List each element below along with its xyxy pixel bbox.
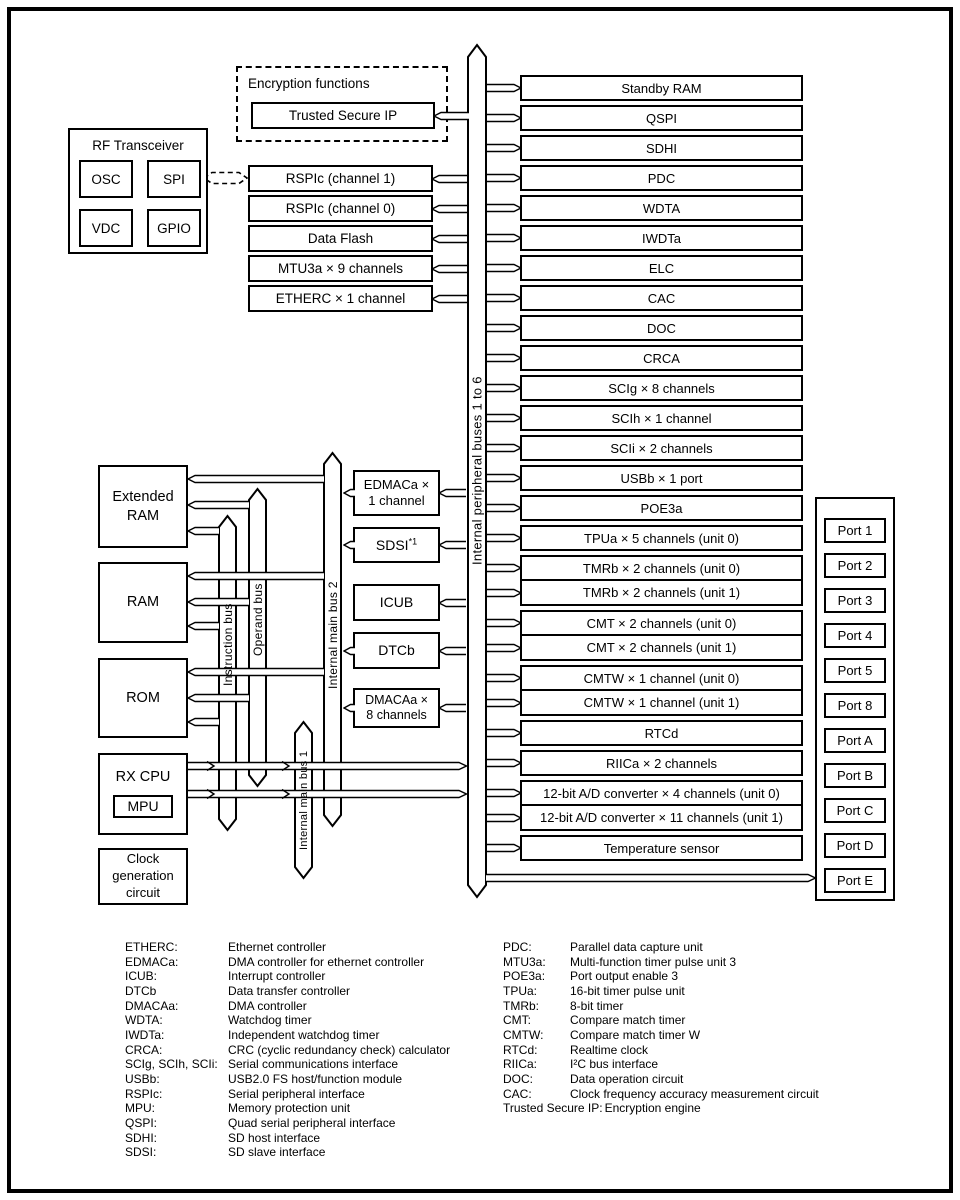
arrow-bus-to-module [487,502,522,514]
module-box [520,750,803,776]
legend-desc: Encryption engine [604,1101,701,1116]
module-box [520,225,803,251]
module-row [522,167,801,189]
clock-generation-label: Clock generation circuit [112,851,174,900]
module-row [522,722,801,744]
arrow-bus-to-module [487,472,522,484]
module-label: RSPIc (channel 1) [285,171,396,186]
encryption-functions-box [236,66,448,142]
module-label: ETHERC × 1 channel [275,291,406,306]
legend-desc: Quad serial peripheral interface [228,1115,396,1130]
legend-desc: I²C bus interface [570,1057,659,1072]
module-group [520,780,803,831]
internal-main-bus1-label: Internal main bus 1 [297,750,310,850]
legend-right-column [503,940,819,1116]
legend-abbr: CMT: [503,1013,531,1028]
module-row [522,612,801,634]
legend-abbr: DOC: [503,1071,533,1086]
ram-label: RAM [126,594,160,611]
rf-cell: GPIO [147,209,201,247]
module-label: RIICa × 2 channels [606,755,717,771]
peripheral-column [520,75,803,861]
legend-row [503,955,819,970]
legend-desc: DMA controller [228,998,307,1013]
edmaca-label: EDMACa × 1 channel [363,477,430,508]
module-box [520,525,803,551]
legend-desc: Port output enable 3 [570,969,679,984]
module-box [248,195,433,222]
legend-row [125,1028,450,1043]
legend-abbr: CRCA: [125,1042,163,1057]
module-row [522,667,801,689]
arrow-bus-to-module [487,352,522,364]
module-box [520,135,803,161]
port-box: Port 3 [824,588,886,613]
module-row [522,107,801,129]
trusted-secure-ip-label: Trusted Secure IP [288,108,398,123]
module-box [248,285,433,312]
legend-row [503,1087,819,1102]
module-box [520,375,803,401]
legend-abbr: PDC: [503,940,532,954]
legend-row [125,969,450,984]
arrow-bus-to-module [487,202,522,214]
arrow-bus-to-module [487,727,522,739]
module-row [522,634,801,659]
legend-row [503,1072,819,1087]
legend-abbr: QSPI: [125,1115,158,1130]
module-label: RTCd [644,725,679,741]
clock-generation-box [98,848,188,905]
rf-transceiver-title: RF Transceiver [92,138,184,153]
arrow-dtcb-to-mainbus2 [343,645,355,657]
dmacaa-box [353,688,440,728]
module-label: SDHI [645,140,678,156]
arrow-bus-to-module [487,262,522,274]
encryption-functions-title: Encryption functions [248,76,370,91]
module-label: Data Flash [307,231,374,246]
legend-desc: Clock frequency accuracy measurement circuit [570,1086,819,1101]
left-module-column [248,165,433,312]
arrow-bus-to-module [487,617,522,629]
module-row [522,579,801,604]
module-label: WDTA [642,200,681,216]
rx-cpu-label: RX CPU [115,769,171,785]
arrow-bus-to-module [487,642,522,654]
arrow-bus-to-sdsi [438,539,466,551]
module-label: CMTW × 1 channel (unit 1) [583,695,740,710]
module-group [520,665,803,716]
legend-row [125,984,450,999]
arrow-bus-to-module [487,787,522,799]
legend-row [503,1057,819,1072]
module-label: SCIi × 2 channels [610,440,713,456]
arrow-bus-to-module [487,842,522,854]
rom-box [98,658,188,738]
rf-cell: SPI [147,160,201,198]
legend-abbr: WDTA: [125,1013,163,1028]
legend-row [125,1013,450,1028]
ports-box [815,497,895,901]
sdsi-label: SDSI$^{*1}$ [375,535,418,553]
legend-row [125,1101,450,1116]
sdsi-box [353,527,440,563]
module-box [520,465,803,491]
legend-abbr: USBb: [125,1071,160,1086]
module-label: TPUa × 5 channels (unit 0) [584,530,739,546]
module-label: 12-bit A/D converter × 4 channels (unit 0) [543,785,780,801]
port-box: Port 8 [824,693,886,718]
legend-desc: 16-bit timer pulse unit [570,983,685,998]
dtcb-label: DTCb [378,642,415,659]
module-label: CAC [647,290,676,306]
arrow-bus-to-module [487,232,522,244]
instruction-bus-label: Instruction bus [220,603,235,687]
legend-row [503,1028,819,1043]
module-label: TMRb × 2 channels (unit 0) [582,560,741,576]
module-row [522,317,801,339]
module-box [520,285,803,311]
spi-rspic-dashed-link [204,173,247,184]
legend-desc: SD host interface [228,1130,321,1145]
legend-desc: Serial communications interface [228,1057,399,1072]
legend-abbr: EDMACa: [125,954,179,969]
arrow-bus-to-module [487,442,522,454]
legend-desc: Independent watchdog timer [228,1027,380,1042]
module-label: IWDTa [642,230,681,246]
module-row [522,557,801,579]
arrow-bus-to-module [487,412,522,424]
internal-peripheral-bus-label: Internal peripheral buses 1 to 6 [469,376,485,566]
arrow-bus-to-module [487,812,522,824]
legend-row [503,1013,819,1028]
arrow-bus-to-edmaca [438,487,466,499]
port-box: Port C [824,798,886,823]
arrow-bus-to-module [431,293,467,305]
module-row [522,227,801,249]
legend-desc: Watchdog timer [228,1013,312,1028]
arrow-bus-to-dmacaa [438,702,466,714]
arrow-bus-to-dtcb [438,645,466,657]
legend-desc: Serial peripheral interface [228,1086,365,1101]
legend-abbr: TPUa: [503,983,538,998]
legend-row [125,1057,450,1072]
legend-abbr: CAC: [503,1086,532,1101]
port-box: Port 4 [824,623,886,648]
arrow-bus-to-module [487,142,522,154]
legend-abbr: TMRb: [503,998,539,1013]
module-label: PDC [647,170,676,186]
legend-desc: Realtime clock [570,1042,649,1057]
arrow-bus-to-module [487,757,522,769]
arrow-bus-to-module [487,112,522,124]
legend-desc: SD slave interface [228,1145,326,1160]
legend-desc: USB2.0 FS host/function module [228,1071,403,1086]
module-box [520,835,803,861]
module-box [520,345,803,371]
arrow-bus-to-icub [438,597,466,609]
rf-cell: VDC [79,209,133,247]
mpu-box: MPU [113,795,173,818]
arrow-bus-to-module [487,172,522,184]
module-label: SCIh × 1 channel [611,410,712,426]
legend-desc: Data transfer controller [228,983,351,998]
module-label: TMRb × 2 channels (unit 1) [582,585,741,600]
legend-abbr: ETHERC: [125,940,178,954]
port-box: Port D [824,833,886,858]
module-label: Temperature sensor [603,840,720,856]
module-label: RSPIc (channel 0) [285,201,396,216]
module-box [520,255,803,281]
legend-abbr: SDSI: [125,1145,157,1160]
legend-row [503,999,819,1014]
module-box [520,165,803,191]
legend-row [125,940,450,955]
legend-abbr: IWDTa: [125,1027,165,1042]
legend-row [125,1043,450,1058]
module-row [522,782,801,804]
legend-row [125,1145,450,1160]
module-box [520,195,803,221]
arrow-bus-to-module [487,82,522,94]
port-box: Port A [824,728,886,753]
legend-desc: Compare match timer W [570,1027,701,1042]
ram-box [98,562,188,643]
arrow-bus-to-module [487,382,522,394]
port-box: Port B [824,763,886,788]
legend-desc: Multi-function timer pulse unit 3 [570,954,737,969]
module-row [522,752,801,774]
dtcb-box [353,632,440,669]
legend-desc: Ethernet controller [228,940,327,954]
module-row [522,437,801,459]
module-row [522,407,801,429]
legend-row [503,1043,819,1058]
extended-ram-label: Extended RAM [112,489,174,524]
legend-abbr: SDHI: [125,1130,158,1145]
module-label: 12-bit A/D converter × 11 channels (unit 1) [540,810,783,825]
module-label: ELC [648,260,675,276]
arrow-dmacaa-to-mainbus2 [343,702,355,714]
legend-row [125,999,450,1014]
legend-row [125,1116,450,1131]
legend-abbr: POE3a: [503,969,546,984]
module-box [248,165,433,192]
module-row [522,137,801,159]
module-label: USBb × 1 port [620,470,703,486]
arrow-bus-to-tsip [433,110,469,122]
arrow-bus-to-module [431,173,467,185]
module-label: CMT × 2 channels (unit 1) [586,640,737,655]
legend-abbr: ICUB: [125,969,158,984]
module-label: POE3a [640,500,683,516]
legend-row [503,940,819,955]
module-label: DOC [647,320,676,336]
module-label: QSPI [645,110,678,126]
legend-row [125,955,450,970]
module-row [522,804,801,829]
legend-desc: CRC (cyclic redundancy check) calculator [228,1042,451,1057]
module-box [248,225,433,252]
legend-abbr: RSPIc: [125,1086,163,1101]
rx-cpu-box [98,753,188,835]
legend-desc: Data operation circuit [570,1071,684,1086]
arrow-bus-to-module [487,532,522,544]
port-box: Port 1 [824,518,886,543]
module-row [522,689,801,714]
module-box [520,720,803,746]
module-box [520,435,803,461]
legend-abbr: RTCd: [503,1042,538,1057]
port-box: Port 5 [824,658,886,683]
module-row [522,257,801,279]
port-box: Port 2 [824,553,886,578]
legend-desc: Interrupt controller [228,969,326,984]
legend-abbr: CMTW: [503,1027,544,1042]
rf-transceiver-box [68,128,208,254]
legend-abbr: MTU3a: [503,954,546,969]
arrow-edmaca-to-mainbus2 [343,487,355,499]
arrow-bus-to-module [431,263,467,275]
legend-abbr: DTCb [125,983,157,998]
module-box [520,75,803,101]
edmaca-box [353,470,440,516]
module-box [248,255,433,282]
legend-desc: Memory protection unit [228,1101,351,1116]
rf-transceiver-cells [79,160,201,247]
legend-abbr: Trusted Secure IP: [503,1101,603,1116]
legend-row [125,1131,450,1146]
module-row [522,197,801,219]
arrow-bus-to-module [487,322,522,334]
arrow-bus-to-module [487,562,522,574]
rom-label: ROM [126,689,160,706]
module-label: SCIg × 8 channels [608,380,715,396]
legend-row [503,984,819,999]
legend-abbr: MPU: [125,1101,155,1116]
legend-abbr: RIICa: [503,1057,538,1072]
sdsi-footnote-marker: *1 [408,535,418,546]
arrow-bus-to-module [487,587,522,599]
module-group [520,555,803,606]
icub-box [353,584,440,621]
module-label: CMT × 2 channels (unit 0) [586,615,737,631]
port-box: Port E [824,868,886,893]
arrow-bus-to-module [487,672,522,684]
operand-bus-label: Operand bus [250,583,265,657]
legend-row [125,1072,450,1087]
module-row [522,497,801,519]
legend-desc: 8-bit timer [570,998,624,1013]
module-row [522,837,801,859]
legend-row [503,969,819,984]
module-box [520,495,803,521]
module-label: CRCA [643,350,680,366]
legend-row [503,1101,819,1116]
arrow-sdsi-to-mainbus2 [343,539,355,551]
dmacaa-label: DMACAa × 8 channels [365,693,428,722]
module-row [522,377,801,399]
module-row [522,77,801,99]
module-group [520,610,803,661]
module-label: CMTW × 1 channel (unit 0) [583,670,740,686]
trusted-secure-ip-box [251,102,435,129]
legend-abbr: DMACAa: [125,998,179,1013]
module-box [520,405,803,431]
module-box [520,315,803,341]
module-row [522,347,801,369]
extended-ram-box [98,465,188,548]
legend-abbr: SCIg, SCIh, SCIi: [125,1057,218,1072]
arrow-bus-to-module [431,233,467,245]
module-row [522,467,801,489]
module-box [520,105,803,131]
legend-desc: Parallel data capture unit [570,940,703,954]
module-label: Standby RAM [621,80,702,96]
arrow-bus-to-module [487,292,522,304]
legend-left-column [125,940,450,1160]
icub-label: ICUB [379,594,414,611]
module-row [522,287,801,309]
arrow-bus-to-module [487,697,522,709]
rf-cell: OSC [79,160,133,198]
legend-desc: DMA controller for ethernet controller [228,954,425,969]
legend-desc: Compare match timer [570,1013,686,1028]
module-row [522,527,801,549]
arrow-bus-to-module [431,203,467,215]
internal-main-bus2-label: Internal main bus 2 [325,581,340,689]
legend-row [125,1087,450,1102]
module-label: MTU3a × 9 channels [278,261,403,276]
